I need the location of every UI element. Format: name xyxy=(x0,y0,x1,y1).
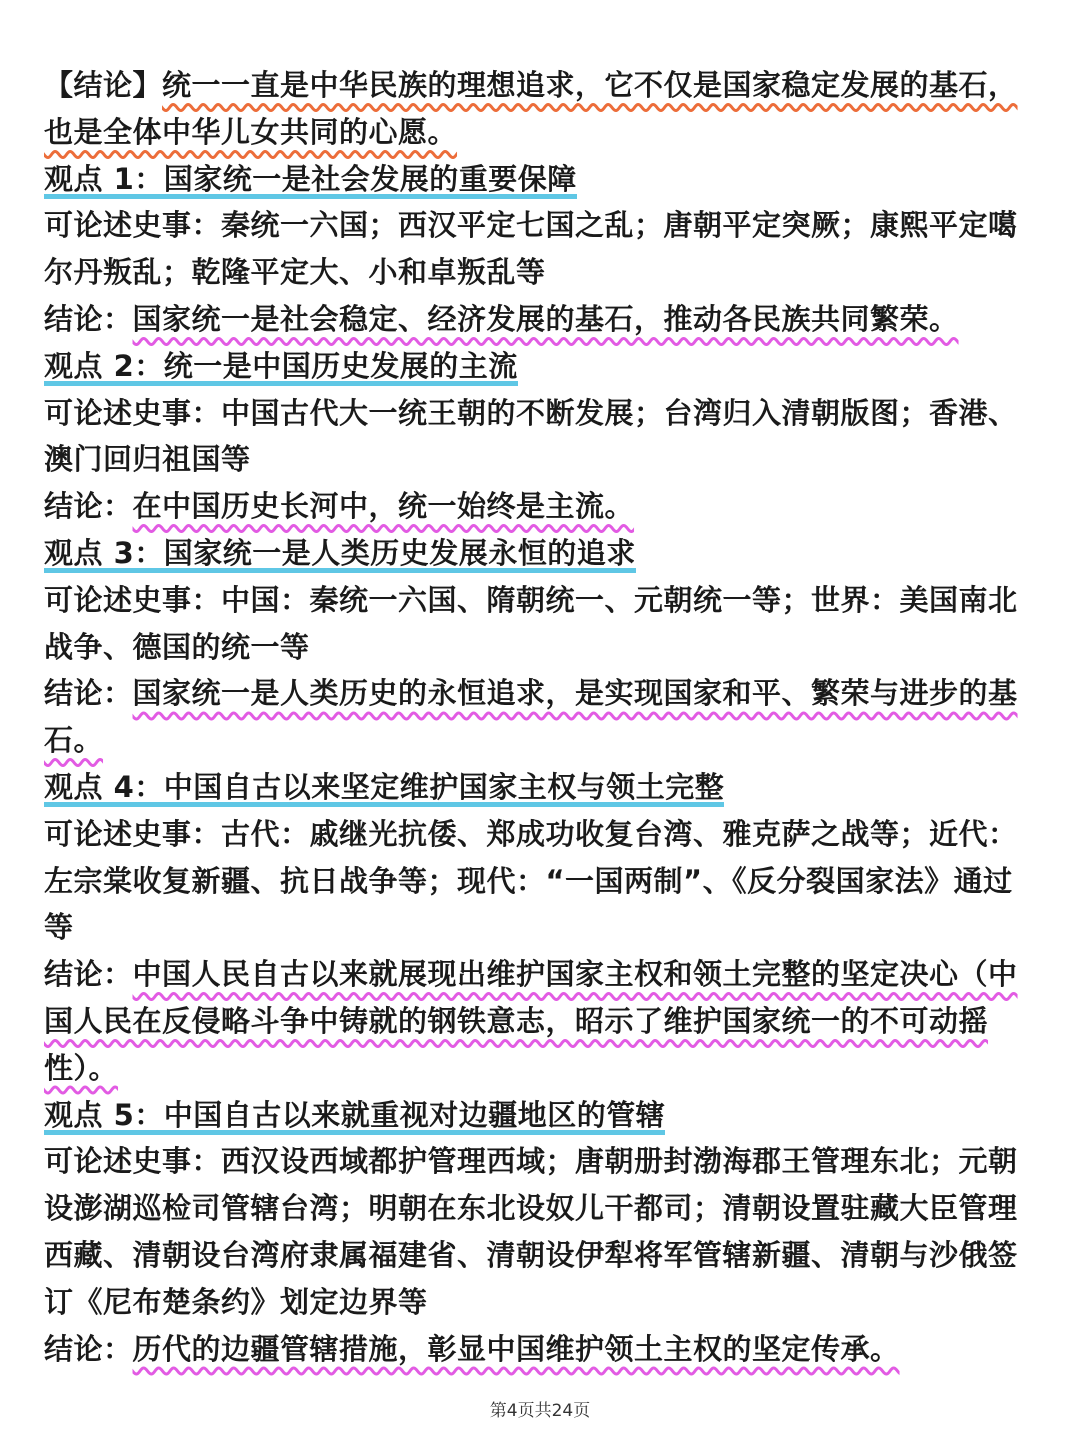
conclusion-label: 结论： xyxy=(44,1331,133,1366)
intro-conclusion xyxy=(44,62,1036,156)
facts-text: 秦统一六国；西汉平定七国之乱；唐朝平定突厥；康熙平定噶尔丹叛乱；乾隆平定大、小和卓叛乱等 xyxy=(44,208,1018,290)
point-facts xyxy=(44,811,1036,951)
point-conclusion xyxy=(44,1326,1036,1373)
facts-label: 可论述史事： xyxy=(44,208,222,243)
point-heading xyxy=(44,343,1036,390)
point-3 xyxy=(44,530,1036,764)
facts-text: 西汉设西域都护管理西域；唐朝册封渤海郡王管理东北；元朝设澎湖巡检司管辖台湾；明朝在东北设奴儿干都司；清朝设置驻藏大臣管理西藏、清朝设台湾府隶属福建省、清朝设伊犁将军管辖新疆、清朝与沙俄签订《尼布楚条约》划定边界等 xyxy=(44,1144,1018,1319)
facts-text: 古代：戚继光抗倭、郑成功收复台湾、雅克萨之战等；近代：左宗棠收复新疆、抗日战争等；现代：“一国两制”、《反分裂国家法》通过等 xyxy=(44,816,1018,945)
point-heading-text: 观点 1：国家统一是社会发展的重要保障 xyxy=(44,162,577,199)
point-facts xyxy=(44,1138,1036,1325)
conclusion-text: 中国人民自古以来就展现出维护国家主权和领土完整的坚定决心（中国人民在反侵略斗争中铸就的钢铁意志，昭示了维护国家统一的不可动摇性）。 xyxy=(44,957,1018,1085)
point-2 xyxy=(44,343,1036,530)
page-number: 第4页共24页 xyxy=(489,1401,591,1421)
facts-label: 可论述史事： xyxy=(44,395,222,430)
facts-label: 可论述史事： xyxy=(44,1144,222,1179)
point-conclusion xyxy=(44,483,1036,530)
point-heading xyxy=(44,156,1036,203)
point-1 xyxy=(44,156,1036,343)
facts-label: 可论述史事： xyxy=(44,816,222,851)
point-heading-text: 观点 4：中国自古以来坚定维护国家主权与领土完整 xyxy=(44,770,724,807)
conclusion-text: 国家统一是人类历史的永恒追求，是实现国家和平、繁荣与进步的基石。 xyxy=(44,676,1018,758)
conclusion-text: 国家统一是社会稳定、经济发展的基石，推动各民族共同繁荣。 xyxy=(132,301,959,336)
facts-label: 可论述史事： xyxy=(44,582,222,617)
point-facts xyxy=(44,390,1036,484)
point-heading-text: 观点 5：中国自古以来就重视对边疆地区的管辖 xyxy=(44,1098,665,1135)
conclusion-text: 在中国历史长河中，统一始终是主流。 xyxy=(132,489,635,524)
point-heading-text: 观点 3：国家统一是人类历史发展永恒的追求 xyxy=(44,536,636,573)
point-heading-text: 观点 2：统一是中国历史发展的主流 xyxy=(44,349,518,386)
conclusion-label: 结论： xyxy=(44,489,133,524)
point-conclusion xyxy=(44,951,1036,1091)
document-body xyxy=(44,62,1036,1372)
point-facts xyxy=(44,202,1036,296)
point-heading xyxy=(44,1092,1036,1139)
point-4 xyxy=(44,764,1036,1092)
facts-text: 中国古代大一统王朝的不断发展；台湾归入清朝版图；香港、澳门回归祖国等 xyxy=(44,395,1018,477)
intro-label: 【结论】 xyxy=(44,68,163,102)
conclusion-label: 结论： xyxy=(44,676,133,711)
point-conclusion xyxy=(44,670,1036,764)
point-facts xyxy=(44,577,1036,671)
point-5 xyxy=(44,1092,1036,1373)
point-heading xyxy=(44,530,1036,577)
conclusion-label: 结论： xyxy=(44,957,133,992)
facts-text: 中国：秦统一六国、隋朝统一、元朝统一等；世界：美国南北战争、德国的统一等 xyxy=(44,582,1018,664)
point-heading xyxy=(44,764,1036,811)
point-conclusion xyxy=(44,296,1036,343)
conclusion-text: 历代的边疆管辖措施，彰显中国维护领土主权的坚定传承。 xyxy=(132,1331,900,1366)
intro-text: 统一一直是中华民族的理想追求，它不仅是国家稳定发展的基石，也是全体中华儿女共同的心愿。 xyxy=(44,68,1018,149)
conclusion-label: 结论： xyxy=(44,301,133,336)
